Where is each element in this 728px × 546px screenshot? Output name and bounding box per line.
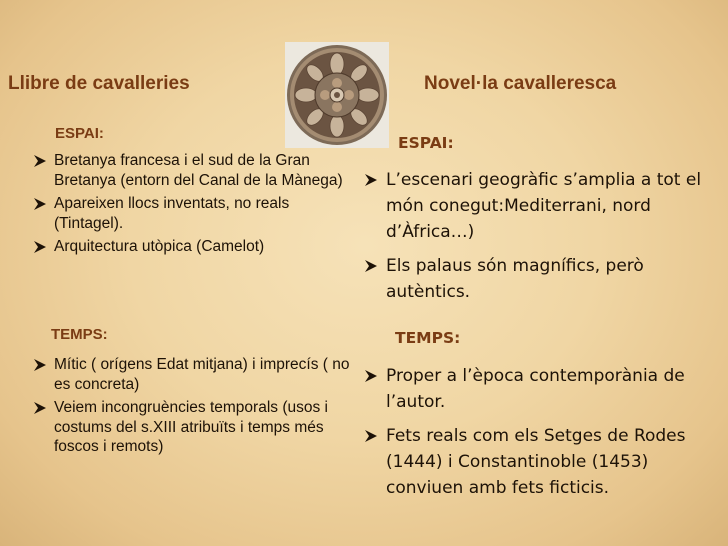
list-item [20, 398, 353, 457]
arrow-bullet-icon [364, 369, 378, 383]
list-item-text: Mític ( orígens Edat mitjana) i imprecís ( no es concreta) [54, 356, 350, 393]
arrow-bullet-icon [33, 240, 47, 254]
list-item [355, 423, 723, 501]
right-section-heading-space: ESPAI: [398, 134, 454, 152]
list-item [20, 151, 350, 190]
list-item [20, 355, 353, 394]
list-item [20, 237, 350, 257]
right-time-list [355, 363, 723, 509]
arrow-bullet-icon [364, 429, 378, 443]
left-space-list [20, 151, 350, 261]
list-item-text: Fets reals com els Setges de Rodes (1444) i Constantinoble (1453) conviuen amb fets ficticis. [386, 426, 686, 498]
list-item [20, 194, 350, 233]
arrow-bullet-icon [364, 259, 378, 273]
list-item-text: Els palaus són magnífics, però autèntics. [386, 256, 644, 302]
list-item-text: L’escenari geogràfic s’amplia a tot el món conegut:Mediterrani, nord d’Àfrica…) [386, 170, 702, 242]
list-item-text: Bretanya francesa i el sud de la Gran Bretanya (entorn del Canal de la Mànega) [54, 152, 343, 189]
list-item-text: Arquitectura utòpica (Camelot) [54, 238, 265, 255]
arrow-bullet-icon [33, 154, 47, 168]
list-item-text: Veiem incongruències temporals (usos i costums del s.XIII atribuïts i temps més foscos i remots) [54, 399, 328, 455]
left-time-list [20, 355, 353, 461]
right-section-heading-time: TEMPS: [395, 329, 461, 347]
arrow-bullet-icon [33, 358, 47, 372]
arrow-bullet-icon [33, 197, 47, 211]
left-section-heading-time: TEMPS: [51, 326, 108, 343]
list-item-text: Proper a l’època contemporània de l’autor. [386, 366, 685, 412]
left-section-heading-space: ESPAI: [55, 125, 104, 142]
list-item-text: Apareixen llocs inventats, no reals (Tintagel). [54, 195, 290, 232]
left-column-title: Llibre de cavalleries [8, 73, 190, 94]
arrow-bullet-icon [364, 173, 378, 187]
arrow-bullet-icon [33, 401, 47, 415]
list-item [355, 253, 723, 305]
list-item [355, 363, 723, 415]
right-column-title: Novel·la cavalleresca [424, 73, 617, 94]
list-item [355, 167, 723, 245]
mosaic-medallion-icon [285, 42, 389, 148]
right-space-list [355, 167, 723, 313]
